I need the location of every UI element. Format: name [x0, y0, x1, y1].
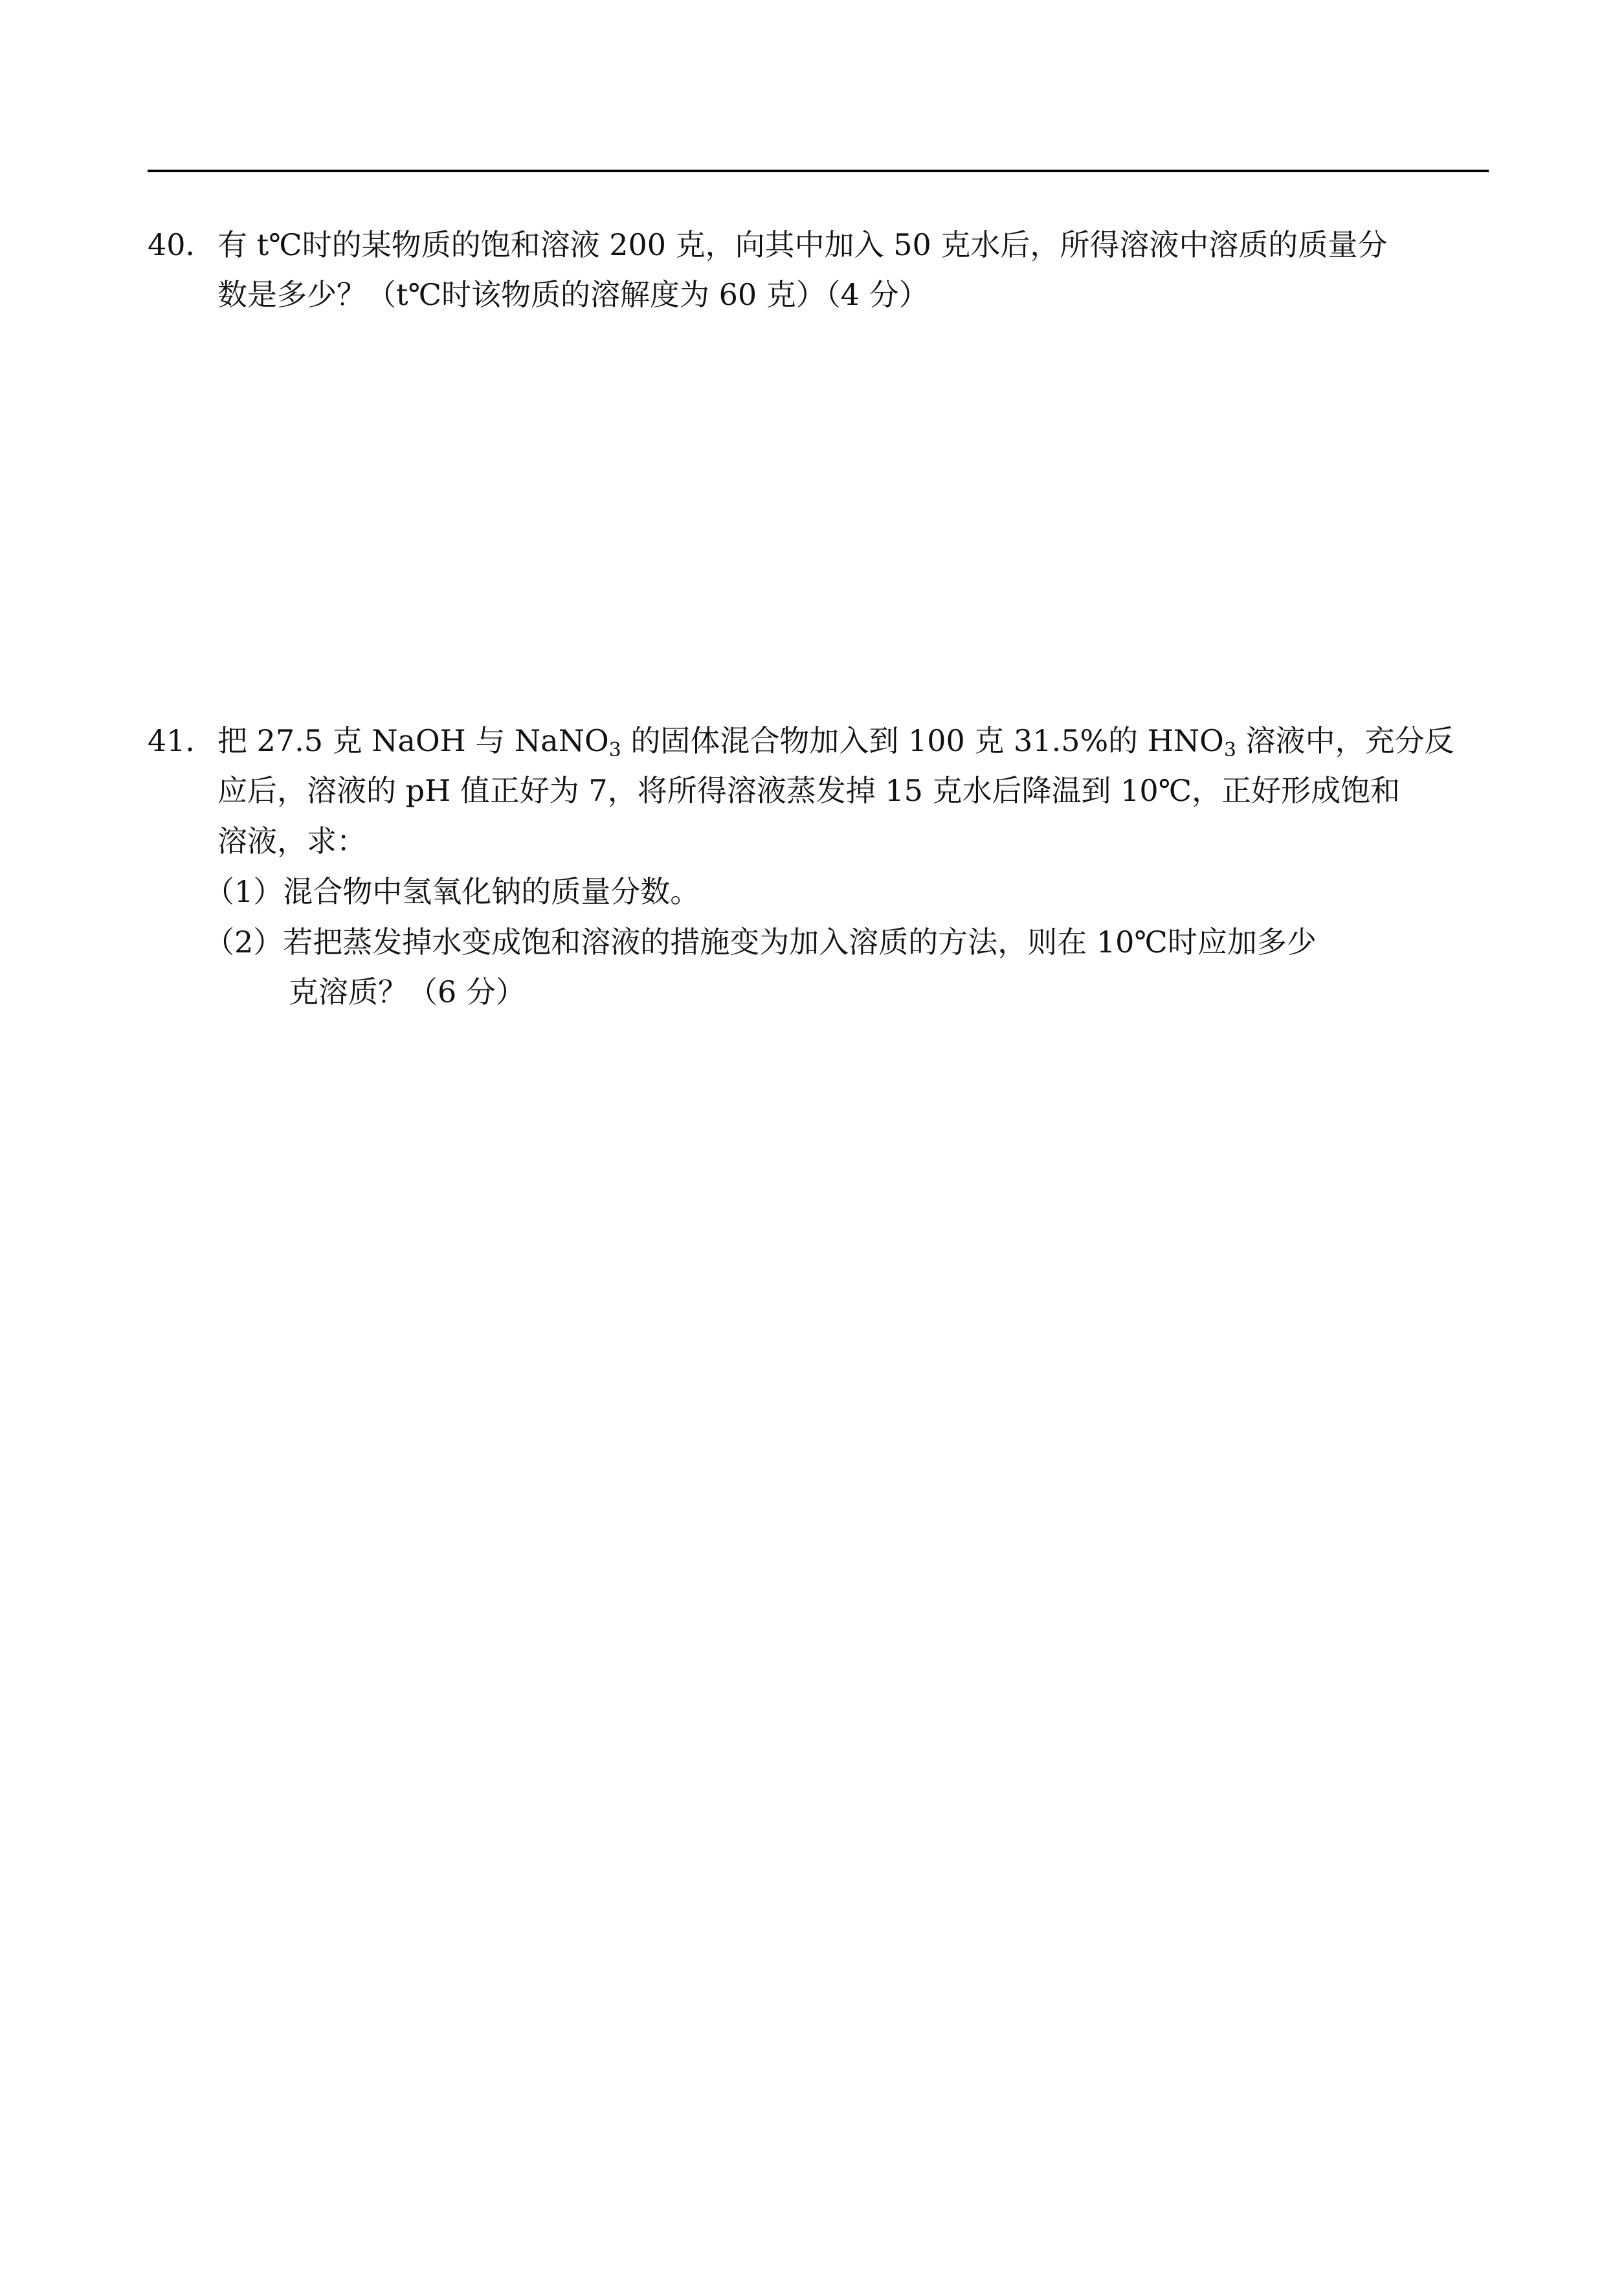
- question-number: 40．: [148, 227, 216, 262]
- question-text-line: [217, 723, 1454, 761]
- question-text-line: 数是多少？（t℃时该物质的溶解度为 60 克）（4 分）: [217, 277, 929, 312]
- sub-question-2: （2）若把蒸发掉水变成饱和溶液的措施变为加入溶质的方法，则在 10℃时应加多少: [205, 925, 1317, 960]
- sub-question-2-continued: 克溶质？（6 分）: [289, 974, 526, 1009]
- subscript: 3: [1223, 739, 1236, 761]
- subscript: 3: [608, 739, 621, 761]
- question-text-line: 应后，溶液的 pH 值正好为 7，将所得溶液蒸发掉 15 克水后降温到 10℃，正好形成饱和: [217, 773, 1401, 808]
- question-text-line: 溶液，求：: [217, 824, 366, 859]
- question-number: 41．: [148, 723, 216, 758]
- question-text-line: 有 t℃时的某物质的饱和溶液 200 克，向其中加入 50 克水后，所得溶液中溶质的质量分: [217, 227, 1388, 262]
- sub-question-1: （1）混合物中氢氧化钠的质量分数。: [205, 874, 700, 909]
- text-run: 的固体混合物加入到 100 克 31.5%的 HNO: [621, 723, 1224, 758]
- text-run: 把 27.5 克 NaOH 与 NaNO: [217, 723, 609, 758]
- text-run: 溶液中，充分反: [1236, 723, 1454, 758]
- header-rule: [148, 170, 1489, 172]
